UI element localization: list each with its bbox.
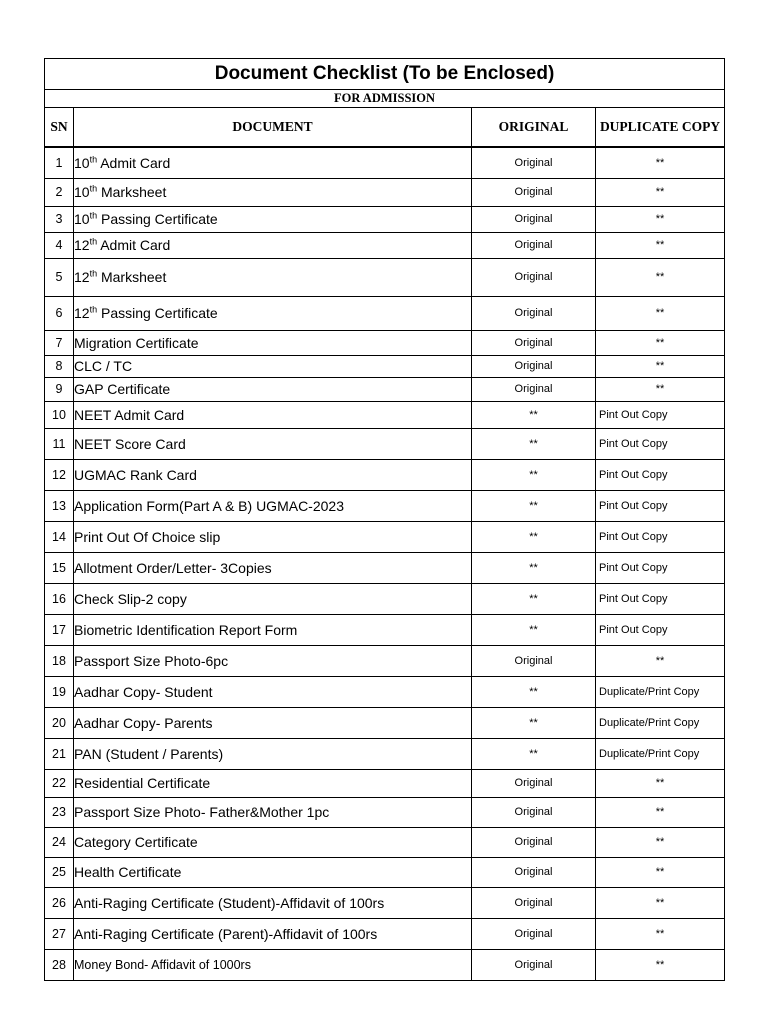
row-original: Original bbox=[472, 258, 596, 296]
table-row bbox=[45, 296, 725, 330]
document-class: 10 bbox=[74, 184, 90, 200]
document-class: 10 bbox=[74, 211, 90, 227]
document-name: NEET Score Card bbox=[74, 435, 186, 452]
row-number: 24 bbox=[45, 827, 74, 857]
row-original: ** bbox=[472, 614, 596, 645]
table-row bbox=[45, 490, 725, 521]
row-document bbox=[74, 147, 472, 178]
table-row bbox=[45, 827, 725, 857]
row-number: 25 bbox=[45, 857, 74, 887]
row-document bbox=[74, 459, 472, 490]
document-name: Check Slip-2 copy bbox=[74, 590, 187, 607]
row-number: 7 bbox=[45, 330, 74, 355]
row-duplicate: ** bbox=[596, 296, 725, 330]
row-original: ** bbox=[472, 738, 596, 769]
row-original: Original bbox=[472, 887, 596, 918]
ordinal-suffix: th bbox=[89, 236, 98, 247]
document-name: PAN (Student / Parents) bbox=[74, 745, 224, 762]
document-name: Passport Size Photo-6pc bbox=[74, 652, 229, 669]
row-duplicate: ** bbox=[596, 949, 725, 980]
row-original: ** bbox=[472, 676, 596, 707]
row-original: Original bbox=[472, 797, 596, 827]
row-original: ** bbox=[472, 521, 596, 552]
row-duplicate: ** bbox=[596, 645, 725, 676]
row-document bbox=[74, 949, 472, 980]
table-row bbox=[45, 401, 725, 428]
row-document bbox=[74, 583, 472, 614]
row-number: 5 bbox=[45, 258, 74, 296]
row-duplicate: Duplicate/Print Copy bbox=[596, 738, 725, 769]
row-duplicate: Duplicate/Print Copy bbox=[596, 676, 725, 707]
document-name: Passing Certificate bbox=[97, 211, 218, 227]
document-name: Migration Certificate bbox=[74, 334, 199, 351]
row-duplicate: Pint Out Copy bbox=[596, 459, 725, 490]
document-name: CLC / TC bbox=[74, 358, 133, 374]
row-number: 18 bbox=[45, 645, 74, 676]
document-name: Category Certificate bbox=[74, 834, 198, 850]
document-name: Aadhar Copy- Parents bbox=[74, 714, 213, 731]
row-original: Original bbox=[472, 377, 596, 401]
row-number: 20 bbox=[45, 707, 74, 738]
row-duplicate: Pint Out Copy bbox=[596, 583, 725, 614]
row-number: 9 bbox=[45, 377, 74, 401]
row-number: 2 bbox=[45, 178, 74, 206]
row-duplicate: ** bbox=[596, 827, 725, 857]
row-original: ** bbox=[472, 459, 596, 490]
row-document bbox=[74, 258, 472, 296]
table-row bbox=[45, 258, 725, 296]
document-checklist-table bbox=[44, 58, 725, 981]
header-duplicate: DUPLICATE COPY bbox=[596, 108, 725, 148]
ordinal-suffix: th bbox=[89, 183, 98, 194]
row-duplicate: ** bbox=[596, 232, 725, 258]
row-document bbox=[74, 738, 472, 769]
document-name: NEET Admit Card bbox=[74, 406, 185, 423]
ordinal-suffix: th bbox=[89, 268, 98, 279]
table-row bbox=[45, 857, 725, 887]
document-name: Biometric Identification Report Form bbox=[74, 621, 298, 638]
row-number: 4 bbox=[45, 232, 74, 258]
table-row bbox=[45, 707, 725, 738]
table-row bbox=[45, 676, 725, 707]
row-duplicate: ** bbox=[596, 887, 725, 918]
row-number: 10 bbox=[45, 401, 74, 428]
document-name: Passport Size Photo- Father&Mother 1pc bbox=[74, 804, 330, 820]
document-name: GAP Certificate bbox=[74, 381, 171, 397]
row-original: ** bbox=[472, 428, 596, 459]
row-document bbox=[74, 490, 472, 521]
table-row bbox=[45, 552, 725, 583]
row-number: 1 bbox=[45, 147, 74, 178]
table-row bbox=[45, 232, 725, 258]
row-duplicate: Pint Out Copy bbox=[596, 428, 725, 459]
row-original: Original bbox=[472, 232, 596, 258]
row-duplicate: Duplicate/Print Copy bbox=[596, 707, 725, 738]
table-row bbox=[45, 355, 725, 377]
row-original: Original bbox=[472, 857, 596, 887]
row-document bbox=[74, 178, 472, 206]
row-number: 28 bbox=[45, 949, 74, 980]
row-document bbox=[74, 330, 472, 355]
row-document bbox=[74, 676, 472, 707]
row-number: 11 bbox=[45, 428, 74, 459]
row-original: ** bbox=[472, 707, 596, 738]
row-duplicate: Pint Out Copy bbox=[596, 552, 725, 583]
row-document bbox=[74, 797, 472, 827]
table-row bbox=[45, 887, 725, 918]
table-row bbox=[45, 949, 725, 980]
document-name: Print Out Of Choice slip bbox=[74, 528, 221, 545]
table-row bbox=[45, 428, 725, 459]
document-name: Marksheet bbox=[97, 269, 167, 285]
page-title: Document Checklist (To be Enclosed) bbox=[45, 59, 725, 90]
row-document bbox=[74, 552, 472, 583]
row-document bbox=[74, 377, 472, 401]
row-document bbox=[74, 355, 472, 377]
row-document bbox=[74, 827, 472, 857]
page-subtitle: FOR ADMISSION bbox=[45, 90, 725, 108]
row-number: 27 bbox=[45, 918, 74, 949]
row-duplicate: ** bbox=[596, 769, 725, 797]
row-document bbox=[74, 707, 472, 738]
row-duplicate: Pint Out Copy bbox=[596, 521, 725, 552]
row-number: 13 bbox=[45, 490, 74, 521]
row-number: 17 bbox=[45, 614, 74, 645]
table-row bbox=[45, 583, 725, 614]
row-original: Original bbox=[472, 949, 596, 980]
table-row bbox=[45, 738, 725, 769]
table-row bbox=[45, 769, 725, 797]
document-class: 10 bbox=[74, 154, 90, 171]
table-row bbox=[45, 614, 725, 645]
row-original: Original bbox=[472, 918, 596, 949]
row-number: 6 bbox=[45, 296, 74, 330]
document-class: 12 bbox=[74, 305, 90, 321]
header-row bbox=[45, 108, 725, 148]
document-name: UGMAC Rank Card bbox=[74, 466, 197, 483]
row-duplicate: ** bbox=[596, 377, 725, 401]
row-number: 16 bbox=[45, 583, 74, 614]
row-duplicate: ** bbox=[596, 206, 725, 232]
row-duplicate: Pint Out Copy bbox=[596, 490, 725, 521]
row-original: Original bbox=[472, 206, 596, 232]
document-name: Allotment Order/Letter- 3Copies bbox=[74, 559, 272, 576]
row-number: 14 bbox=[45, 521, 74, 552]
table-row bbox=[45, 459, 725, 490]
row-number: 26 bbox=[45, 887, 74, 918]
row-duplicate: Pint Out Copy bbox=[596, 401, 725, 428]
row-duplicate: ** bbox=[596, 797, 725, 827]
row-number: 8 bbox=[45, 355, 74, 377]
row-number: 12 bbox=[45, 459, 74, 490]
row-duplicate: ** bbox=[596, 147, 725, 178]
row-duplicate: ** bbox=[596, 178, 725, 206]
row-original: ** bbox=[472, 401, 596, 428]
document-name: Passing Certificate bbox=[97, 305, 218, 321]
row-document bbox=[74, 428, 472, 459]
document-name: Admit Card bbox=[97, 237, 171, 253]
table-row bbox=[45, 330, 725, 355]
row-original: Original bbox=[472, 147, 596, 178]
row-duplicate: ** bbox=[596, 330, 725, 355]
table-row bbox=[45, 645, 725, 676]
table-row bbox=[45, 521, 725, 552]
row-original: ** bbox=[472, 490, 596, 521]
table-row bbox=[45, 178, 725, 206]
document-name: Anti-Raging Certificate (Student)-Affidavit of 100rs bbox=[74, 894, 385, 911]
table-row bbox=[45, 147, 725, 178]
row-duplicate: Pint Out Copy bbox=[596, 614, 725, 645]
document-name: Anti-Raging Certificate (Parent)-Affidavit of 100rs bbox=[74, 925, 378, 942]
row-duplicate: ** bbox=[596, 918, 725, 949]
header-document: DOCUMENT bbox=[74, 108, 472, 148]
row-document bbox=[74, 887, 472, 918]
row-document bbox=[74, 206, 472, 232]
document-name: Residential Certificate bbox=[74, 775, 211, 791]
row-document bbox=[74, 521, 472, 552]
row-original: Original bbox=[472, 769, 596, 797]
document-name: Admit Card bbox=[97, 154, 171, 171]
table-row bbox=[45, 797, 725, 827]
row-duplicate: ** bbox=[596, 355, 725, 377]
document-class: 12 bbox=[74, 269, 90, 285]
ordinal-suffix: th bbox=[89, 210, 98, 221]
table-row bbox=[45, 377, 725, 401]
row-original: Original bbox=[472, 355, 596, 377]
row-document bbox=[74, 918, 472, 949]
row-document bbox=[74, 296, 472, 330]
row-duplicate: ** bbox=[596, 258, 725, 296]
row-original: Original bbox=[472, 645, 596, 676]
row-original: Original bbox=[472, 296, 596, 330]
document-class: 12 bbox=[74, 237, 90, 253]
header-sn: SN bbox=[45, 108, 74, 148]
header-original: ORIGINAL bbox=[472, 108, 596, 148]
row-original: Original bbox=[472, 178, 596, 206]
table-row bbox=[45, 206, 725, 232]
row-number: 19 bbox=[45, 676, 74, 707]
row-document bbox=[74, 401, 472, 428]
row-number: 22 bbox=[45, 769, 74, 797]
row-document bbox=[74, 614, 472, 645]
table-row bbox=[45, 918, 725, 949]
row-document bbox=[74, 769, 472, 797]
row-number: 3 bbox=[45, 206, 74, 232]
document-name: Health Certificate bbox=[74, 864, 182, 880]
row-duplicate: ** bbox=[596, 857, 725, 887]
ordinal-suffix: th bbox=[89, 154, 98, 165]
row-document bbox=[74, 645, 472, 676]
document-name: Marksheet bbox=[97, 184, 167, 200]
document-name: Application Form(Part A & B) UGMAC-2023 bbox=[74, 497, 344, 514]
ordinal-suffix: th bbox=[89, 304, 98, 315]
row-number: 15 bbox=[45, 552, 74, 583]
row-original: ** bbox=[472, 583, 596, 614]
row-original: Original bbox=[472, 827, 596, 857]
row-original: ** bbox=[472, 552, 596, 583]
row-number: 23 bbox=[45, 797, 74, 827]
row-number: 21 bbox=[45, 738, 74, 769]
row-document bbox=[74, 857, 472, 887]
document-name: Aadhar Copy- Student bbox=[74, 683, 213, 700]
row-document bbox=[74, 232, 472, 258]
document-name: Money Bond- Affidavit of 1000rs bbox=[74, 957, 251, 972]
row-original: Original bbox=[472, 330, 596, 355]
